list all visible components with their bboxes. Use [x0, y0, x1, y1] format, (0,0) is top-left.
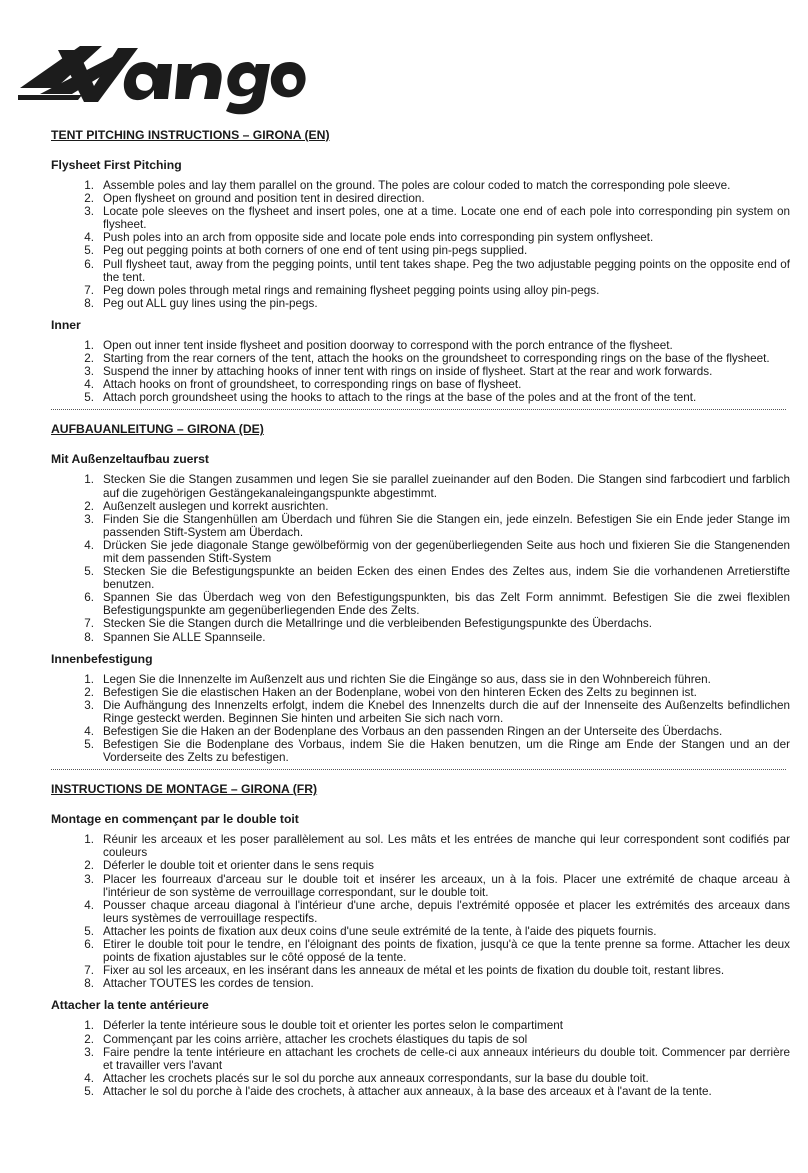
list-item: 3. Placer les fourreaux d'arceau sur le double toit et insérer les arceaux, un à la fois. Placer une extrémité de chaque arceau à l'intérieur de son système de verrouillage correspondant, sur le double toit. [84, 872, 790, 899]
subsection-title: Mit Außenzeltaufbau zuerst [51, 452, 209, 467]
subsection-title: Montage en commençant par le double toit [51, 812, 299, 827]
list-item: 6. Etirer le double toit pour le tendre, en l'éloignant des points de fixation, jusqu'à ce que la tente prenne sa forme. Attacher les deux points de fixation ajustables sur le côté opposé de la tente. [84, 938, 790, 965]
dotted-divider [51, 409, 786, 410]
list-item: 1. Assemble poles and lay them parallel on the ground. The poles are colour coded to match the corresponding pole sleeve. [84, 179, 731, 192]
list-item: 4. Pousser chaque arceau diagonal à l'intérieur d'une arche, depuis l'extrémité opposée et placer les extrémités des arceaux dans leurs systèmes de verrouillage respectifs. [84, 898, 790, 925]
section-heading: INSTRUCTIONS DE MONTAGE – GIRONA (FR) [51, 782, 318, 797]
instruction-list [0, 473, 808, 643]
list-item: 3. Locate pole sleeves on the flysheet and insert poles, one at a time. Locate one end of each pole into corresponding pin system on flysheet. [84, 205, 790, 232]
section-heading: AUFBAUANLEITUNG – GIRONA (DE) [51, 422, 264, 437]
list-item: 5. Stecken Sie die Befestigungspunkte an beiden Ecken des einen Endes des Zeltes aus, indem Sie die vorhandenen Arretierstifte benutzen. [84, 565, 790, 592]
list-item: 3. Finden Sie die Stangenhüllen am Überdach und führen Sie die Stangen ein, jede einzeln. Befestigen Sie ein Ende jeder Stange im passenden Stift-System am Überdach. [84, 512, 790, 539]
subsection-title: Attacher la tente antérieure [51, 998, 209, 1013]
dotted-divider [51, 769, 786, 770]
logo-letter-g [226, 62, 270, 114]
list-item: 5. Attacher les points de fixation aux deux coins d'une seule extrémité de la tente, à l'aide des piquets fournis. [84, 924, 657, 938]
list-item: 3. Suspend the inner by attaching hooks of inner tent with rings on inside of flysheet. Start at the rear and work forwards. [84, 365, 713, 379]
list-item: 4. Attacher les crochets placés sur le sol du porche aux anneaux correspondants, sur la base du double toit. [84, 1071, 649, 1085]
list-item: 2. Commençant par les coins arrière, attacher les crochets élastiques du tapis de sol [84, 1032, 528, 1046]
instruction-list [0, 673, 808, 765]
list-item: 4. Drücken Sie jede diagonale Stange gewölbeförmig von der gegenüberliegenden Seite aus hoch und fixieren Sie die Stangenenden mit dem passenden Stift-System [84, 538, 790, 565]
list-item: 3. Die Aufhängung des Innenzelts erfolgt, indem die Knebel des Innenzelts durch die auf der Innenseite des Außenzelts befindlichen Ringe gesteckt werden. Beginnen Sie hinten und arbeiten Sie sich nach vorn. [84, 698, 790, 725]
list-item: 2. Déferler le double toit et orienter dans le sens requis [84, 859, 374, 873]
list-item: 8. Spannen Sie ALLE Spannseile. [84, 630, 266, 644]
section-en [0, 128, 808, 404]
instruction-list [0, 833, 808, 990]
list-item: 2. Open flysheet on ground and position tent in desired direction. [84, 192, 425, 206]
list-item: 5. Attacher le sol du porche à l'aide des crochets, à attacher aux anneaux, à la base des arceaux et à l'avant de la tente. [84, 1084, 712, 1098]
section-de [0, 422, 808, 764]
list-item: 4. Befestigen Sie die Haken an der Bodenplane des Vorbaus an den passenden Ringen an der Unterseite des Überdachs. [84, 725, 723, 738]
list-item: 7. Stecken Sie die Stangen durch die Metallringe und die verbleibenden Befestigungspunkte des Überdachs. [84, 617, 653, 631]
instruction-list [0, 339, 808, 404]
list-item: 6. Pull flysheet taut, away from the pegging points, until tent takes shape. Peg the two adjustable pegging points on the opposite end of the tent. [84, 257, 790, 284]
logo-letter-o [271, 62, 306, 97]
list-item: 1. Déferler la tente intérieure sous le double toit et orienter les portes selon le compartiment [84, 1019, 563, 1033]
section-fr [0, 782, 808, 1098]
logo-letter-a [124, 62, 172, 100]
list-item: 8. Attacher TOUTES les cordes de tension. [84, 977, 314, 991]
vango-logo [18, 40, 308, 116]
subsection-title: Innenbefestigung [51, 651, 153, 666]
instruction-list [0, 1019, 808, 1098]
subsection-title: Flysheet First Pitching [51, 158, 182, 172]
list-item: 1. Legen Sie die Innenzelte im Außenzelt aus und richten Sie die Eingänge so aus, dass sie in den Wohnbereich führen. [84, 672, 711, 686]
instruction-list [0, 179, 808, 310]
list-item: 6. Spannen Sie das Überdach weg von den Befestigungspunkten, bis das Zelt Form annimmt. Befestigen Sie die zwei flexiblen Befestigungspunkte am gegenüberliegenden Ende des Zelts. [84, 591, 790, 618]
subsection-title: Inner [51, 317, 81, 332]
list-item: 1. Réunir les arceaux et les poser parallèlement au sol. Les mâts et les entrées de manche qui leur correspondent sont codifiés par couleurs [84, 833, 790, 860]
list-item: 2. Außenzelt auslegen und korrekt ausrichten. [84, 499, 329, 513]
list-item: 1. Stecken Sie die Stangen zusammen und legen Sie sie parallel zueinander auf den Boden. Die Stangen sind farbcodiert und farblich auf die zugehörigen Gestängekanaleingangspunkte abgestimmt. [84, 473, 790, 500]
list-item: 1. Open out inner tent inside flysheet and position doorway to correspond with the porch entrance of the flysheet. [84, 338, 673, 352]
list-item: 5. Befestigen Sie die Bodenplane des Vorbaus, indem Sie die Haken benutzen, um die Ringe am Ende der Stangen und an der Vorderseite des Zelts zu befestigen. [84, 738, 790, 765]
list-item: 7. Fixer au sol les arceaux, en les insérant dans les anneaux de métal et les points de fixation du double toit, restant libres. [84, 964, 725, 978]
document-body [0, 128, 808, 1098]
list-item: 7. Peg down poles through metal rings and remaining flysheet pegging points using alloy pin-pegs. [84, 283, 600, 297]
list-item: 4. Attach hooks on front of groundsheet, to corresponding rings on base of flysheet. [84, 378, 522, 392]
list-item: 3. Faire pendre la tente intérieure en attachant les crochets de celle-ci aux anneaux intérieurs du double toit. Commencer par derrière et travailler vers l'avant [84, 1045, 790, 1072]
list-item: 8. Peg out ALL guy lines using the pin-pegs. [84, 296, 318, 310]
list-item: 2. Befestigen Sie die elastischen Haken an der Bodenplane, wobei von den hinteren Ecken des Zelts zu beginnen ist. [84, 685, 697, 699]
list-item: 5. Attach porch groundsheet using the hooks to attach to the rings at the base of the poles and at the front of the tent. [84, 391, 697, 405]
list-item: 5. Peg out pegging points at both corners of one end of tent using pin-pegs supplied. [84, 244, 528, 258]
list-item: 4. Push poles into an arch from opposite side and locate pole ends into corresponding pin system onflysheet. [84, 231, 654, 245]
logo-letter-n [175, 63, 222, 99]
section-heading: TENT PITCHING INSTRUCTIONS – GIRONA (EN) [51, 128, 330, 142]
list-item: 2. Starting from the rear corners of the tent, attach the hooks on the groundsheet to corresponding rings on the base of the flysheet. [84, 352, 770, 366]
